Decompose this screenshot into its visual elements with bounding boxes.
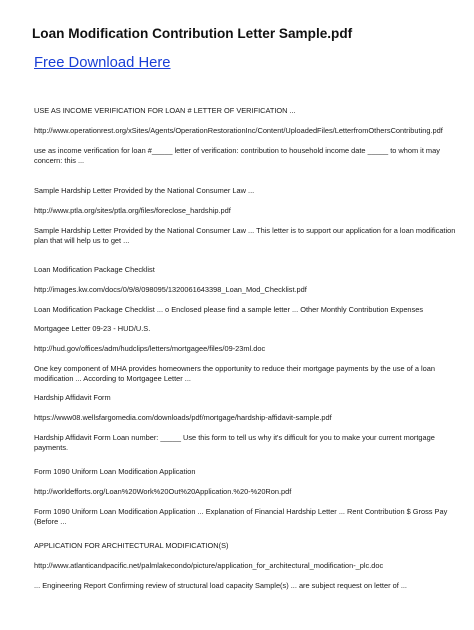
result-title: Sample Hardship Letter Provided by the National Consumer Law ... <box>34 186 255 195</box>
result-title: APPLICATION FOR ARCHITECTURAL MODIFICATION(S) <box>34 541 229 550</box>
result-url: http://www.operationrest.org/xSites/Agents/OperationRestorationInc/Content/UploadedFiles/LetterfromOthersContributing.pdf <box>34 126 443 135</box>
result-entry <box>34 324 459 384</box>
result-description: use as income verification for loan #_____ letter of verification: contribution to household income date _____ to whom it may concern: this ... <box>34 146 440 166</box>
result-url: http://www.atlanticandpacific.net/palmlakecondo/picture/application_for_architectural_modification-_plc.doc <box>34 561 384 570</box>
result-description: Loan Modification Package Checklist ... o Enclosed please find a sample letter ... Other Monthly Contribution Expenses <box>34 305 424 314</box>
result-title: Mortgagee Letter 09-23 - HUD/U.S. <box>34 324 151 333</box>
result-entry <box>34 106 459 166</box>
result-description: Sample Hardship Letter Provided by the National Consumer Law ... This letter is to support our application for a loan modification plan that will help us to get ... <box>34 226 456 246</box>
result-description: ... Engineering Report Confirming review of structural load capacity Sample(s) ... are subject request on letter of ... <box>34 581 407 590</box>
result-title: Loan Modification Package Checklist <box>34 265 155 274</box>
result-entry <box>34 186 459 246</box>
result-url: https://www08.wellsfargomedia.com/downloads/pdf/mortgage/hardship-affidavit-sample.pdf <box>34 413 332 422</box>
result-description: One key component of MHA provides homeowners the opportunity to reduce their mortgage payments by the use of a loan modification ... According to Mortgagee Letter ... <box>34 364 435 384</box>
result-url: http://worldefforts.org/Loan%20Work%20Out%20Application.%20-%20Ron.pdf <box>34 487 292 496</box>
result-url: http://hud.gov/offices/adm/hudclips/letters/mortgagee/files/09-23ml.doc <box>34 344 266 353</box>
free-download-link[interactable]: Free Download Here <box>34 55 171 71</box>
result-title: Form 1090 Uniform Loan Modification Application <box>34 467 196 476</box>
result-description: Hardship Affidavit Form Loan number: _____ Use this form to tell us why it's difficult for you to make your current mortgage payments. <box>34 433 435 453</box>
document-title: Loan Modification Contribution Letter Sample.pdf <box>32 26 353 41</box>
result-url: http://www.ptla.org/sites/ptla.org/files/foreclose_hardship.pdf <box>34 206 231 215</box>
result-entry <box>34 393 459 453</box>
result-url: http://images.kw.com/docs/0/9/8/098095/1320061643398_Loan_Mod_Checklist.pdf <box>34 285 307 294</box>
result-description: Form 1090 Uniform Loan Modification Application ... Explanation of Financial Hardship Letter ... Rent Contribution $ Gross Pay (Before ... <box>34 507 448 527</box>
result-entry <box>34 467 459 527</box>
result-title: USE AS INCOME VERIFICATION FOR LOAN # LETTER OF VERIFICATION ... <box>34 106 296 115</box>
result-entry <box>34 265 459 315</box>
result-entry <box>34 541 459 591</box>
result-title: Hardship Affidavit Form <box>34 393 111 402</box>
